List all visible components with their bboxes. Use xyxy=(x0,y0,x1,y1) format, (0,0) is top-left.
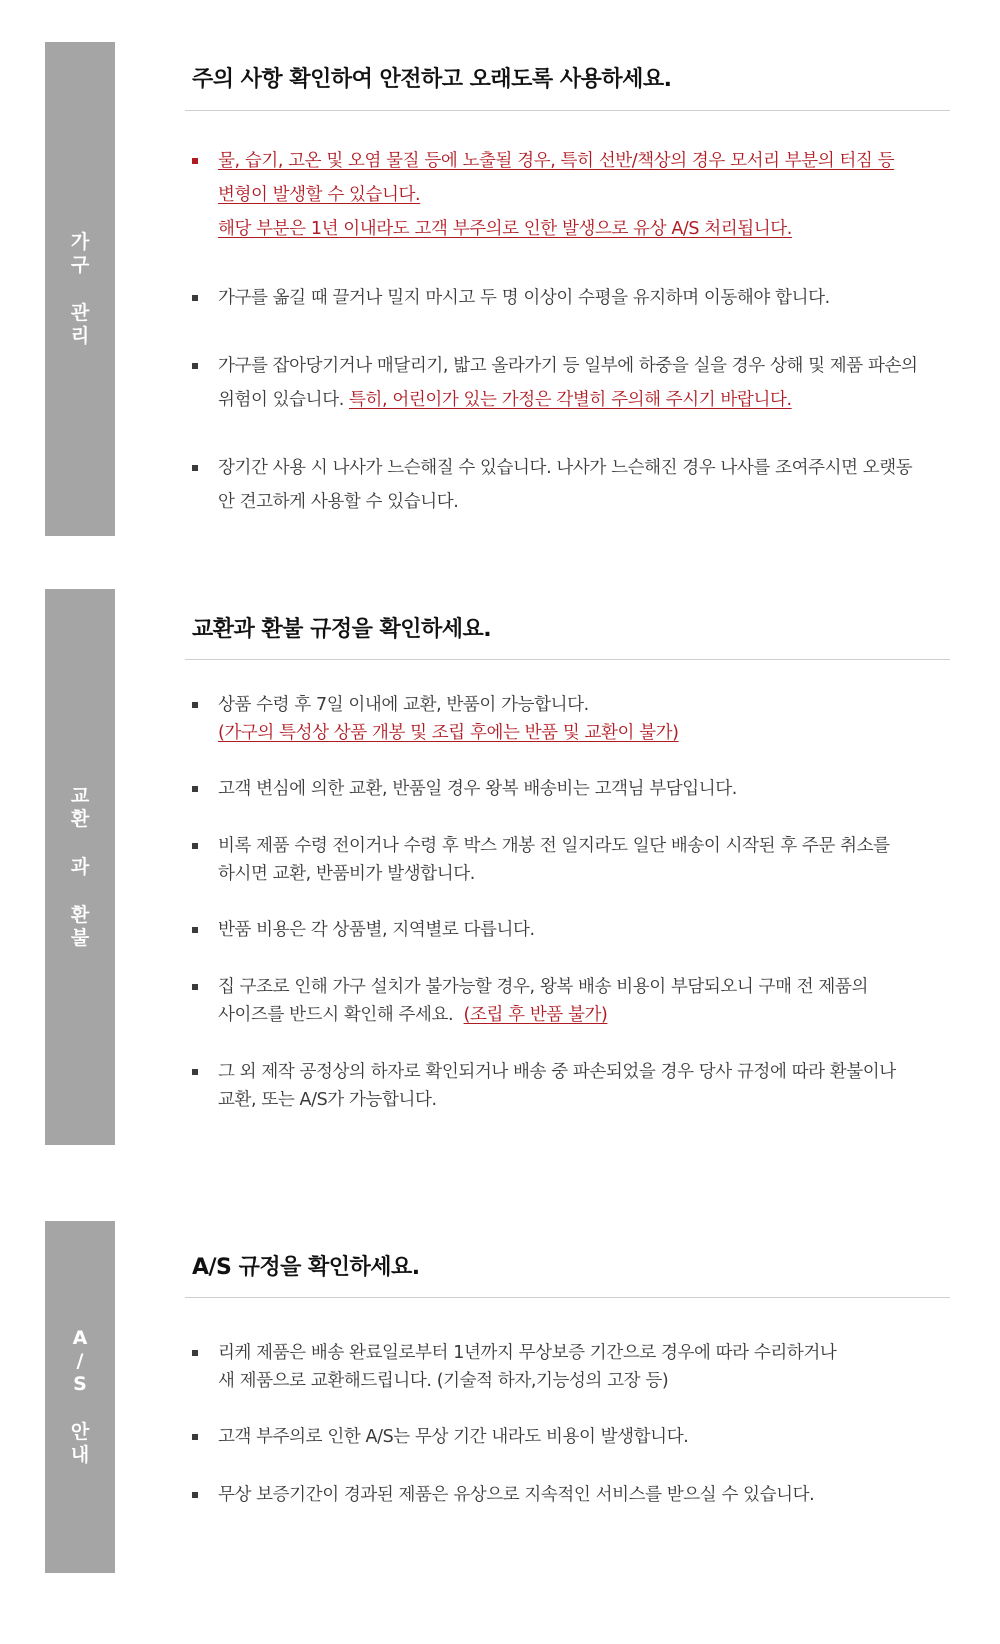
item-text: 해당 부분은 1년 이내라도 고객 부주의로 인한 발생으로 유상 A/S 처리됩니다. xyxy=(218,219,792,239)
bullet xyxy=(192,363,198,369)
item-text: 장기간 사용 시 나사가 느슨해질 수 있습니다. 나사가 느슨해진 경우 나사를 조여주시면 오랫동 xyxy=(218,458,913,478)
section-heading: 교환과 환불 규정을 확인하세요. xyxy=(192,617,492,642)
bullet xyxy=(192,295,198,301)
item-text: 그 외 제작 공정상의 하자로 확인되거나 배송 중 파손되었을 경우 당사 규정에 따라 환불이나 xyxy=(218,1062,896,1082)
item-text: 리케 제품은 배송 완료일로부터 1년까지 무상보증 기간으로 경우에 따라 수리하거나 xyxy=(218,1343,837,1363)
item-text: 하시면 교환, 반품비가 발생합니다. xyxy=(218,864,475,884)
item-text: 가구를 잡아당기거나 매달리기, 밟고 올라가기 등 일부에 하중을 실을 경우 상해 및 제품 파손의 xyxy=(218,356,918,376)
item-warning-text: (조립 후 반품 불가) xyxy=(463,1005,608,1025)
side-label-char: 구 xyxy=(70,253,90,276)
side-label-char: 리 xyxy=(70,324,90,347)
item-text: 사이즈를 반드시 확인해 주세요. xyxy=(218,1005,464,1025)
bullet xyxy=(192,927,198,933)
item-text: 무상 보증기간이 경과된 제품은 유상으로 지속적인 서비스를 받으실 수 있습니다. xyxy=(218,1485,815,1505)
item-text-line xyxy=(218,1001,958,1029)
bullet xyxy=(192,1492,198,1498)
bullet xyxy=(192,1434,198,1440)
side-label-char: 환 xyxy=(70,903,90,926)
side-label-char: A xyxy=(72,1327,88,1349)
item-text: 반품 비용은 각 상품별, 지역별로 다릅니다. xyxy=(218,920,535,940)
item-text: 비록 제품 수령 전이거나 수령 후 박스 개봉 전 일지라도 일단 배송이 시작된 후 주문 취소를 xyxy=(218,836,890,856)
side-label-char: 내 xyxy=(70,1444,90,1466)
side-label-exchange-refund xyxy=(45,589,115,1145)
item-text: 고객 부주의로 인한 A/S는 무상 기간 내라도 비용이 발생합니다. xyxy=(218,1427,689,1447)
side-label-furniture-care xyxy=(45,42,115,536)
item-text: 위험이 있습니다. xyxy=(218,390,350,410)
divider xyxy=(185,110,950,111)
side-label-as-guide xyxy=(45,1221,115,1573)
item-text: 물, 습기, 고온 및 오염 물질 등에 노출될 경우, 특히 선반/책상의 경우 모서리 부분의 터짐 등 xyxy=(218,151,895,171)
item-text: 집 구조로 인해 가구 설치가 불가능할 경우, 왕복 배송 비용이 부담되오니 구매 전 제품의 xyxy=(218,977,868,997)
bullet xyxy=(192,786,198,792)
item-text: 변형이 발생할 수 있습니다. xyxy=(218,185,421,205)
bullet xyxy=(192,465,198,471)
divider xyxy=(185,659,950,660)
item-warning-text: 특히, 어린이가 있는 가정은 각별히 주의해 주시기 바랍니다. xyxy=(349,390,792,410)
side-label-char: 불 xyxy=(70,926,90,949)
divider xyxy=(185,1297,950,1298)
bullet xyxy=(192,158,198,164)
item-text: 가구를 옮길 때 끌거나 밀지 마시고 두 명 이상이 수평을 유지하며 이동해야 합니다. xyxy=(218,288,830,308)
bullet xyxy=(192,984,198,990)
item-text: 상품 수령 후 7일 이내에 교환, 반품이 가능합니다. xyxy=(218,695,589,715)
side-label-char: 관 xyxy=(70,301,90,324)
item-text: 새 제품으로 교환해드립니다. (기술적 하자,기능성의 고장 등) xyxy=(218,1371,669,1391)
side-label-char: 과 xyxy=(70,855,90,878)
item-text: 고객 변심에 의한 교환, 반품일 경우 왕복 배송비는 고객님 부담입니다. xyxy=(218,779,737,799)
side-label-char: 안 xyxy=(70,1421,90,1443)
side-label-char: 환 xyxy=(70,807,90,830)
bullet xyxy=(192,702,198,708)
side-label-char: 가 xyxy=(70,230,90,253)
bullet xyxy=(192,843,198,849)
side-label-char: / xyxy=(76,1350,84,1372)
bullet xyxy=(192,1350,198,1356)
section-heading: A/S 규정을 확인하세요. xyxy=(192,1255,420,1280)
side-label-char: S xyxy=(73,1373,87,1395)
bullet xyxy=(192,1069,198,1075)
item-text: 안 견고하게 사용할 수 있습니다. xyxy=(218,492,459,512)
item-text-line xyxy=(218,383,958,417)
item-text: 교환, 또는 A/S가 가능합니다. xyxy=(218,1090,437,1110)
section-heading: 주의 사항 확인하여 안전하고 오래도록 사용하세요. xyxy=(192,67,672,92)
side-label-char: 교 xyxy=(70,784,90,807)
item-warning-text: (가구의 특성상 상품 개봉 및 조립 후에는 반품 및 교환이 불가) xyxy=(218,723,679,743)
